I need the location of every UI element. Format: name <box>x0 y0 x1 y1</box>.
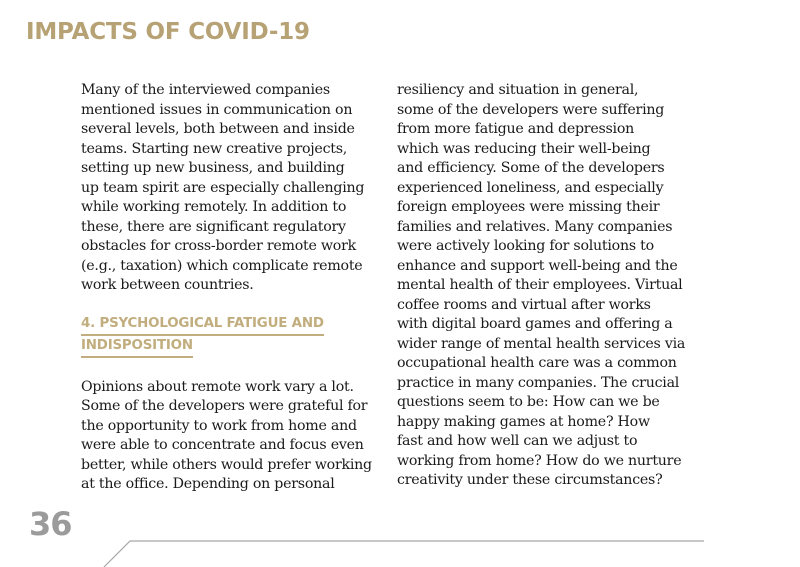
text-line: some of the developers were suffering <box>397 101 665 118</box>
text-line: several levels, both between and inside <box>81 121 355 137</box>
text-line: with digital board games and offering a <box>397 316 673 332</box>
text-line: enhance and support well-being and the <box>397 257 678 274</box>
text-line: better, while others would prefer working <box>81 456 372 473</box>
text-line: were actively looking for solutions to <box>397 238 654 254</box>
text-line: these, there are significant regulatory <box>81 218 346 235</box>
page-number: 36 <box>29 505 72 543</box>
text-line: foreign employees were missing their <box>397 199 660 215</box>
text-line: experienced loneliness, and especially <box>397 179 664 196</box>
text-line: Many of the interviewed companies <box>81 82 330 98</box>
text-line: setting up new business, and building <box>81 160 345 176</box>
text-line: obstacles for cross-border remote work <box>81 238 356 254</box>
text-line: mental health of their employees. Virtual <box>397 277 683 293</box>
text-line: at the office. Depending on personal <box>81 476 335 492</box>
text-line: were able to concentrate and focus even <box>81 437 364 453</box>
text-line: practice in many companies. The crucial <box>397 374 680 391</box>
text-line: from more fatigue and depression <box>397 121 634 137</box>
text-line: the opportunity to work from home and <box>81 417 357 434</box>
text-line: wider range of mental health services via <box>397 335 686 352</box>
page-section-title: IMPACTS OF COVID-19 <box>26 19 310 45</box>
text-line: (e.g., taxation) which complicate remote <box>81 257 363 274</box>
text-line: while working remotely. In addition to <box>81 199 347 215</box>
text-line: fast and how well can we adjust to <box>397 433 638 449</box>
text-line: happy making games at home? How <box>397 413 650 430</box>
text-line: resiliency and situation in general, <box>397 82 639 98</box>
text-line: coffee rooms and virtual after works <box>397 296 651 313</box>
text-line: Some of the developers were grateful for <box>81 398 368 414</box>
text-line: working from home? How do we nurture <box>397 452 682 469</box>
text-line: Opinions about remote work vary a lot. <box>81 378 354 395</box>
text-line: teams. Starting new creative projects, <box>81 140 348 157</box>
text-line: creativity under these circumstances? <box>397 472 663 488</box>
text-line: up team spirit are especially challenging <box>81 179 365 196</box>
text-line: work between countries. <box>81 277 254 293</box>
subheading-line: INDISPOSITION <box>81 336 193 358</box>
text-line: questions seem to be: How can we be <box>397 394 660 410</box>
text-line: occupational health care was a common <box>397 355 677 371</box>
text-line: families and relatives. Many companies <box>397 218 673 235</box>
text-line: and efficiency. Some of the developers <box>397 160 665 176</box>
text-line: which was reducing their well-being <box>397 140 651 157</box>
subheading-line: 4. PSYCHOLOGICAL FATIGUE AND <box>81 314 324 336</box>
text-line: mentioned issues in communication on <box>81 101 353 118</box>
